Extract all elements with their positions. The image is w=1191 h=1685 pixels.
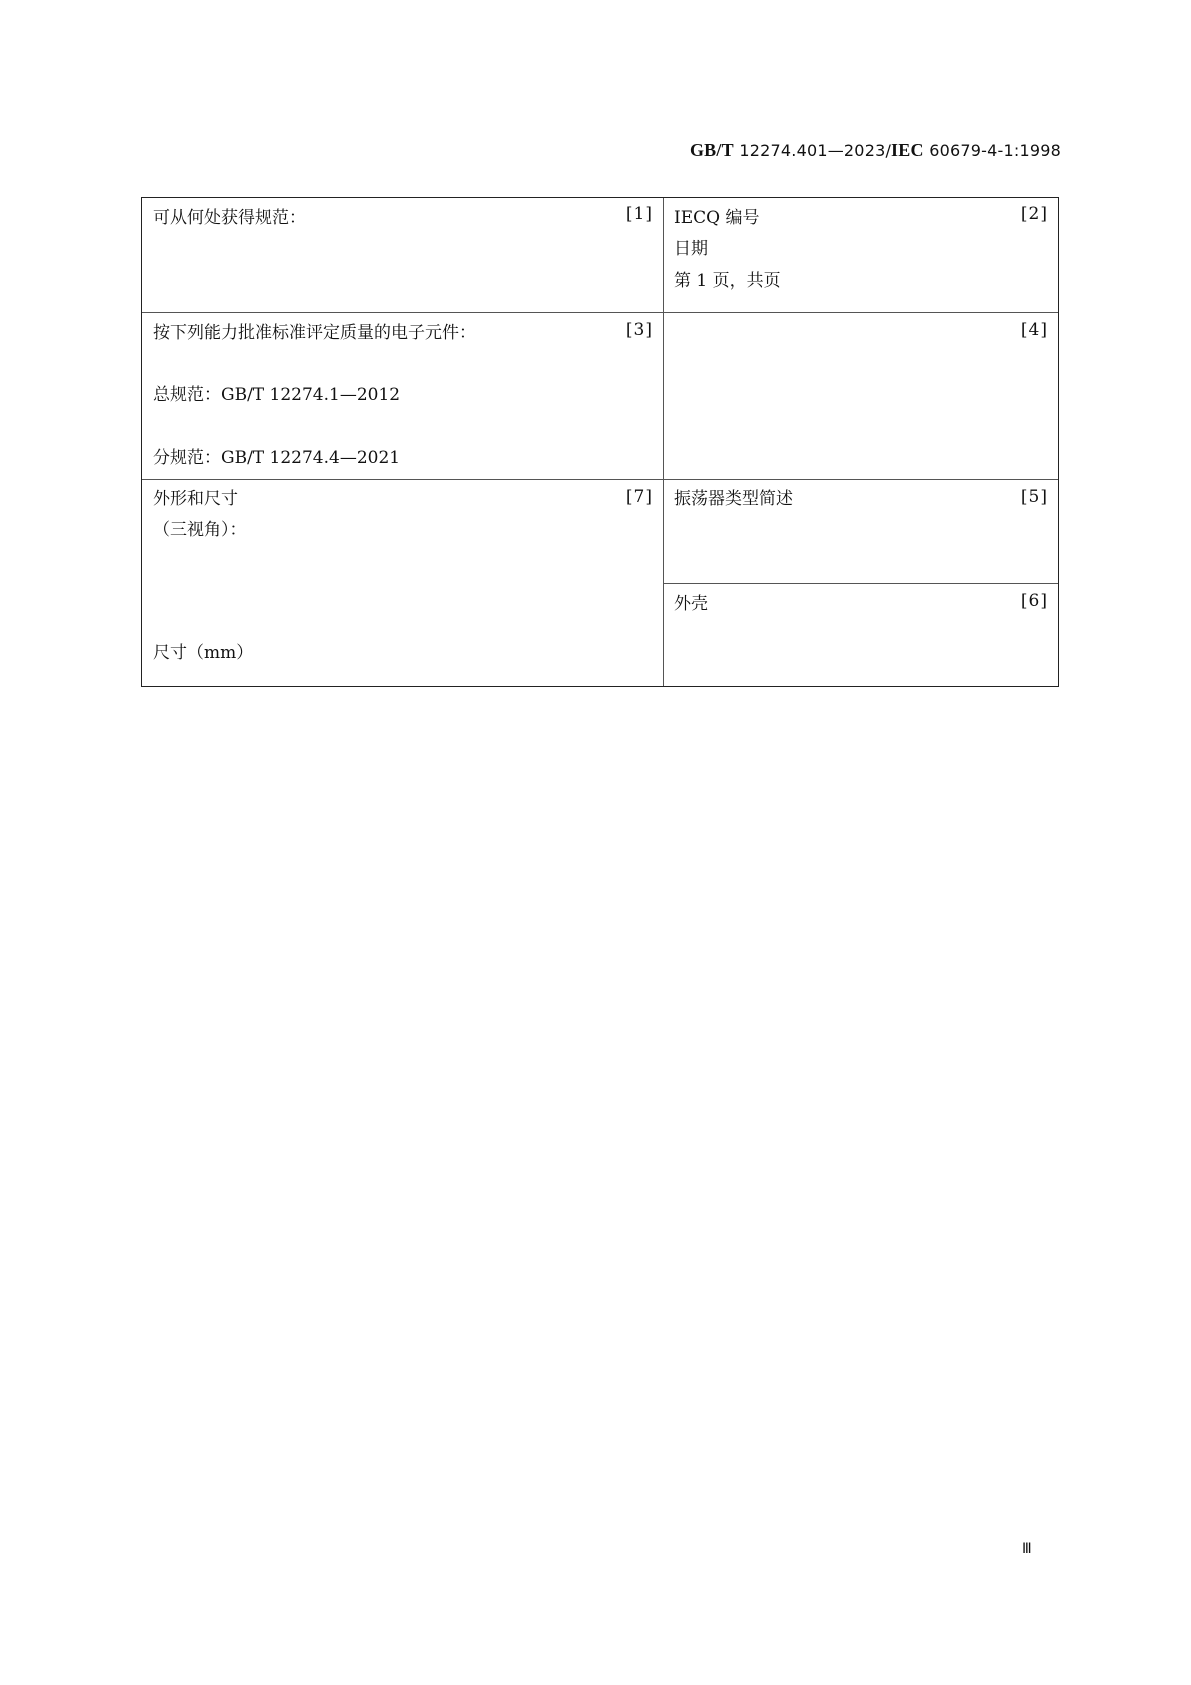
ref-marker-5: [5] [1020,487,1048,507]
iecq-number-label: IECQ 编号 [674,208,760,228]
iec-number: 60679-4-1:1998 [929,141,1061,160]
oscillator-type-label: 振荡器类型简述 [674,489,793,509]
standard-prefix: GB/T [689,140,734,160]
cell-oscillator-type [663,479,1058,583]
ref-marker-6: [6] [1020,591,1048,611]
specification-form-table [141,197,1059,687]
specification-source-label: 可从何处获得规范： [153,208,306,228]
cell-enclosure [663,583,1058,686]
cell-blank-detail [663,312,1058,479]
assessed-components-title: 按下列能力批准标准评定质量的电子元件： [153,323,476,343]
outline-dimensions-title: 外形和尺寸 [153,489,238,509]
cell-specification-source [142,198,663,312]
ref-marker-7: [7] [625,487,653,507]
cell-iecq-info [663,198,1058,312]
enclosure-label: 外壳 [674,594,708,614]
page-count-label: 第 1 页，共页 [674,271,781,291]
ref-marker-4: [4] [1020,320,1048,340]
date-label: 日期 [674,239,708,259]
iec-prefix: IEC [891,140,924,160]
page-number: Ⅲ [1022,1541,1031,1557]
ref-marker-3: [3] [625,320,653,340]
three-views-label: （三视角）： [153,520,247,540]
standard-number: 12274.401—2023/ [739,141,892,160]
document-header [690,140,1061,161]
ref-marker-1: [1] [625,204,653,224]
cell-assessed-components [142,312,663,479]
cell-outline-dimensions [142,479,663,686]
generic-specification: 总规范：GB/T 12274.1—2012 [153,385,401,405]
sectional-specification: 分规范：GB/T 12274.4—2021 [153,448,401,468]
ref-marker-2: [2] [1020,204,1048,224]
dimensions-unit-label: 尺寸（mm） [153,643,254,663]
